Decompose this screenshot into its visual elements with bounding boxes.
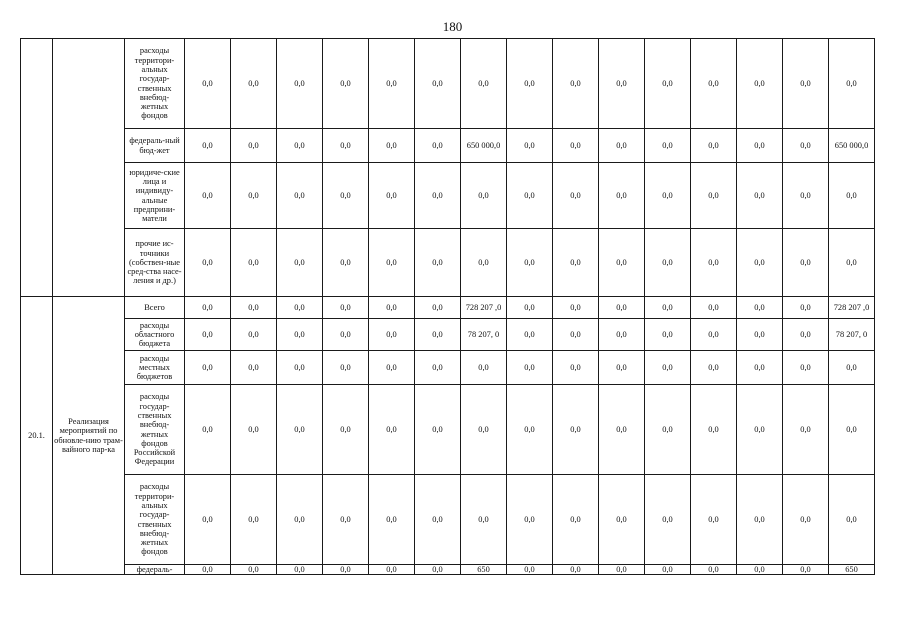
- value-cell: 0,0: [553, 39, 599, 129]
- value-cell: 0,0: [185, 385, 231, 475]
- value-cell: 0,0: [369, 129, 415, 163]
- value-cell: 0,0: [737, 163, 783, 229]
- funding-source-cell: федераль-: [125, 565, 185, 575]
- value-cell: 0,0: [737, 39, 783, 129]
- value-cell: 0,0: [415, 319, 461, 351]
- value-cell: 0,0: [737, 351, 783, 385]
- value-cell: 728 207 ,0: [461, 297, 507, 319]
- value-cell: 0,0: [277, 385, 323, 475]
- value-cell: 0,0: [691, 351, 737, 385]
- value-cell: 0,0: [507, 129, 553, 163]
- value-cell: 0,0: [323, 39, 369, 129]
- value-cell: 0,0: [599, 565, 645, 575]
- value-cell: 0,0: [737, 229, 783, 297]
- table-row: [21, 319, 875, 351]
- value-cell: 650: [461, 565, 507, 575]
- value-cell: 0,0: [783, 229, 829, 297]
- table-row: [21, 351, 875, 385]
- value-cell: 0,0: [737, 475, 783, 565]
- value-cell: 0,0: [185, 297, 231, 319]
- funding-source-cell: федераль-ный бюд-жет: [125, 129, 185, 163]
- value-cell: 0,0: [461, 351, 507, 385]
- value-cell: 0,0: [277, 39, 323, 129]
- value-cell: 0,0: [323, 385, 369, 475]
- value-cell: 0,0: [783, 319, 829, 351]
- value-cell: 0,0: [737, 319, 783, 351]
- value-cell: 0,0: [369, 229, 415, 297]
- value-cell: 0,0: [553, 475, 599, 565]
- value-cell: 0,0: [277, 351, 323, 385]
- funding-source-cell: расходы территори-альных государ-ственных внебюд-жетных фондов: [125, 39, 185, 129]
- value-cell: 0,0: [277, 163, 323, 229]
- value-cell: 0,0: [691, 297, 737, 319]
- value-cell: 0,0: [415, 475, 461, 565]
- value-cell: 0,0: [323, 163, 369, 229]
- value-cell: 0,0: [507, 475, 553, 565]
- value-cell: 0,0: [231, 565, 277, 575]
- value-cell: 0,0: [507, 319, 553, 351]
- value-cell: 650 000,0: [461, 129, 507, 163]
- funding-source-cell: Всего: [125, 297, 185, 319]
- value-cell: 0,0: [691, 319, 737, 351]
- value-cell: 0,0: [783, 297, 829, 319]
- value-cell: 0,0: [553, 163, 599, 229]
- value-cell: 0,0: [599, 129, 645, 163]
- value-cell: 0,0: [277, 129, 323, 163]
- table-row: [21, 565, 875, 575]
- value-cell: 0,0: [507, 565, 553, 575]
- value-cell: 0,0: [369, 565, 415, 575]
- value-cell: 0,0: [369, 475, 415, 565]
- value-cell: 0,0: [323, 297, 369, 319]
- value-cell: 0,0: [645, 129, 691, 163]
- value-cell: 0,0: [277, 229, 323, 297]
- value-cell: 0,0: [599, 351, 645, 385]
- value-cell: 0,0: [231, 319, 277, 351]
- value-cell: 0,0: [645, 229, 691, 297]
- value-cell: 0,0: [461, 163, 507, 229]
- value-cell: 0,0: [691, 475, 737, 565]
- value-cell: 0,0: [461, 385, 507, 475]
- value-cell: 0,0: [599, 319, 645, 351]
- value-cell: 0,0: [737, 565, 783, 575]
- value-cell: 0,0: [231, 129, 277, 163]
- value-cell: 0,0: [553, 385, 599, 475]
- value-cell: 0,0: [783, 351, 829, 385]
- table-row: [21, 163, 875, 229]
- value-cell: 650: [829, 565, 875, 575]
- value-cell: 0,0: [415, 297, 461, 319]
- value-cell: 0,0: [461, 229, 507, 297]
- value-cell: 0,0: [507, 229, 553, 297]
- table-row: [21, 475, 875, 565]
- value-cell: 0,0: [829, 475, 875, 565]
- value-cell: 0,0: [415, 351, 461, 385]
- value-cell: 0,0: [553, 319, 599, 351]
- value-cell: 0,0: [185, 565, 231, 575]
- value-cell: 0,0: [691, 129, 737, 163]
- funding-source-cell: расходы местных бюджетов: [125, 351, 185, 385]
- value-cell: 78 207, 0: [829, 319, 875, 351]
- value-cell: 0,0: [185, 229, 231, 297]
- value-cell: 0,0: [829, 163, 875, 229]
- value-cell: 0,0: [553, 351, 599, 385]
- table-row: [21, 39, 875, 129]
- value-cell: 0,0: [691, 385, 737, 475]
- value-cell: 0,0: [231, 39, 277, 129]
- value-cell: 0,0: [507, 385, 553, 475]
- value-cell: 0,0: [645, 39, 691, 129]
- value-cell: 0,0: [369, 163, 415, 229]
- value-cell: 0,0: [277, 319, 323, 351]
- table-row: [21, 129, 875, 163]
- value-cell: 0,0: [323, 129, 369, 163]
- value-cell: 0,0: [783, 163, 829, 229]
- value-cell: 0,0: [415, 385, 461, 475]
- value-cell: 0,0: [507, 297, 553, 319]
- value-cell: 0,0: [783, 385, 829, 475]
- value-cell: 0,0: [231, 351, 277, 385]
- funding-source-cell: расходы территори-альных государ-ственных внебюд-жетных фондов: [125, 475, 185, 565]
- funding-source-cell: прочие ис-точники (собствен-ные сред-ства насе-ления и др.): [125, 229, 185, 297]
- value-cell: 0,0: [185, 129, 231, 163]
- funding-source-cell: юридиче-ские лица и индивиду-альные предприни-матели: [125, 163, 185, 229]
- value-cell: 0,0: [185, 163, 231, 229]
- value-cell: 0,0: [323, 351, 369, 385]
- value-cell: 0,0: [415, 129, 461, 163]
- value-cell: 0,0: [507, 39, 553, 129]
- funding-source-cell: расходы государ-ственных внебюд-жетных фондов Российской Федерации: [125, 385, 185, 475]
- value-cell: 0,0: [277, 565, 323, 575]
- table-row: [21, 385, 875, 475]
- value-cell: 0,0: [369, 351, 415, 385]
- value-cell: 0,0: [645, 163, 691, 229]
- value-cell: 0,0: [829, 351, 875, 385]
- value-cell: 0,0: [185, 475, 231, 565]
- value-cell: 0,0: [185, 319, 231, 351]
- value-cell: 0,0: [231, 385, 277, 475]
- value-cell: 728 207 ,0: [829, 297, 875, 319]
- value-cell: 0,0: [783, 565, 829, 575]
- value-cell: 0,0: [369, 39, 415, 129]
- value-cell: 0,0: [553, 565, 599, 575]
- value-cell: 0,0: [645, 385, 691, 475]
- row-number-cell: [21, 39, 53, 297]
- value-cell: 0,0: [645, 319, 691, 351]
- value-cell: 0,0: [369, 297, 415, 319]
- value-cell: 0,0: [323, 475, 369, 565]
- value-cell: 0,0: [461, 475, 507, 565]
- value-cell: 0,0: [369, 319, 415, 351]
- value-cell: 0,0: [829, 229, 875, 297]
- value-cell: 0,0: [277, 297, 323, 319]
- value-cell: 0,0: [553, 129, 599, 163]
- value-cell: 0,0: [507, 163, 553, 229]
- budget-table: [20, 38, 875, 575]
- value-cell: 650 000,0: [829, 129, 875, 163]
- row-number-cell: 20.1.: [21, 297, 53, 575]
- value-cell: 0,0: [599, 297, 645, 319]
- value-cell: 78 207, 0: [461, 319, 507, 351]
- value-cell: 0,0: [599, 229, 645, 297]
- value-cell: 0,0: [783, 475, 829, 565]
- value-cell: 0,0: [691, 163, 737, 229]
- value-cell: 0,0: [645, 297, 691, 319]
- value-cell: 0,0: [231, 229, 277, 297]
- value-cell: 0,0: [185, 39, 231, 129]
- value-cell: 0,0: [599, 385, 645, 475]
- value-cell: 0,0: [323, 565, 369, 575]
- value-cell: 0,0: [829, 385, 875, 475]
- value-cell: 0,0: [645, 475, 691, 565]
- value-cell: 0,0: [737, 297, 783, 319]
- measure-name-cell: Реализация мероприятий по обновле-нию трам-вайного пар-ка: [53, 297, 125, 575]
- value-cell: 0,0: [369, 385, 415, 475]
- value-cell: 0,0: [231, 163, 277, 229]
- value-cell: 0,0: [323, 319, 369, 351]
- value-cell: 0,0: [553, 297, 599, 319]
- value-cell: 0,0: [185, 351, 231, 385]
- value-cell: 0,0: [737, 129, 783, 163]
- value-cell: 0,0: [783, 39, 829, 129]
- value-cell: 0,0: [599, 163, 645, 229]
- value-cell: 0,0: [599, 475, 645, 565]
- value-cell: 0,0: [829, 39, 875, 129]
- value-cell: 0,0: [507, 351, 553, 385]
- value-cell: 0,0: [231, 297, 277, 319]
- value-cell: 0,0: [645, 565, 691, 575]
- value-cell: 0,0: [691, 565, 737, 575]
- value-cell: 0,0: [277, 475, 323, 565]
- value-cell: 0,0: [231, 475, 277, 565]
- value-cell: 0,0: [461, 39, 507, 129]
- measure-name-cell: [53, 39, 125, 297]
- value-cell: 0,0: [415, 39, 461, 129]
- table-row: [21, 297, 875, 319]
- value-cell: 0,0: [691, 39, 737, 129]
- value-cell: 0,0: [415, 565, 461, 575]
- value-cell: 0,0: [415, 163, 461, 229]
- funding-source-cell: расходы областного бюджета: [125, 319, 185, 351]
- value-cell: 0,0: [691, 229, 737, 297]
- value-cell: 0,0: [783, 129, 829, 163]
- value-cell: 0,0: [553, 229, 599, 297]
- value-cell: 0,0: [323, 229, 369, 297]
- value-cell: 0,0: [599, 39, 645, 129]
- value-cell: 0,0: [737, 385, 783, 475]
- value-cell: 0,0: [645, 351, 691, 385]
- value-cell: 0,0: [415, 229, 461, 297]
- page-number: 180: [442, 19, 463, 34]
- table-row: [21, 229, 875, 297]
